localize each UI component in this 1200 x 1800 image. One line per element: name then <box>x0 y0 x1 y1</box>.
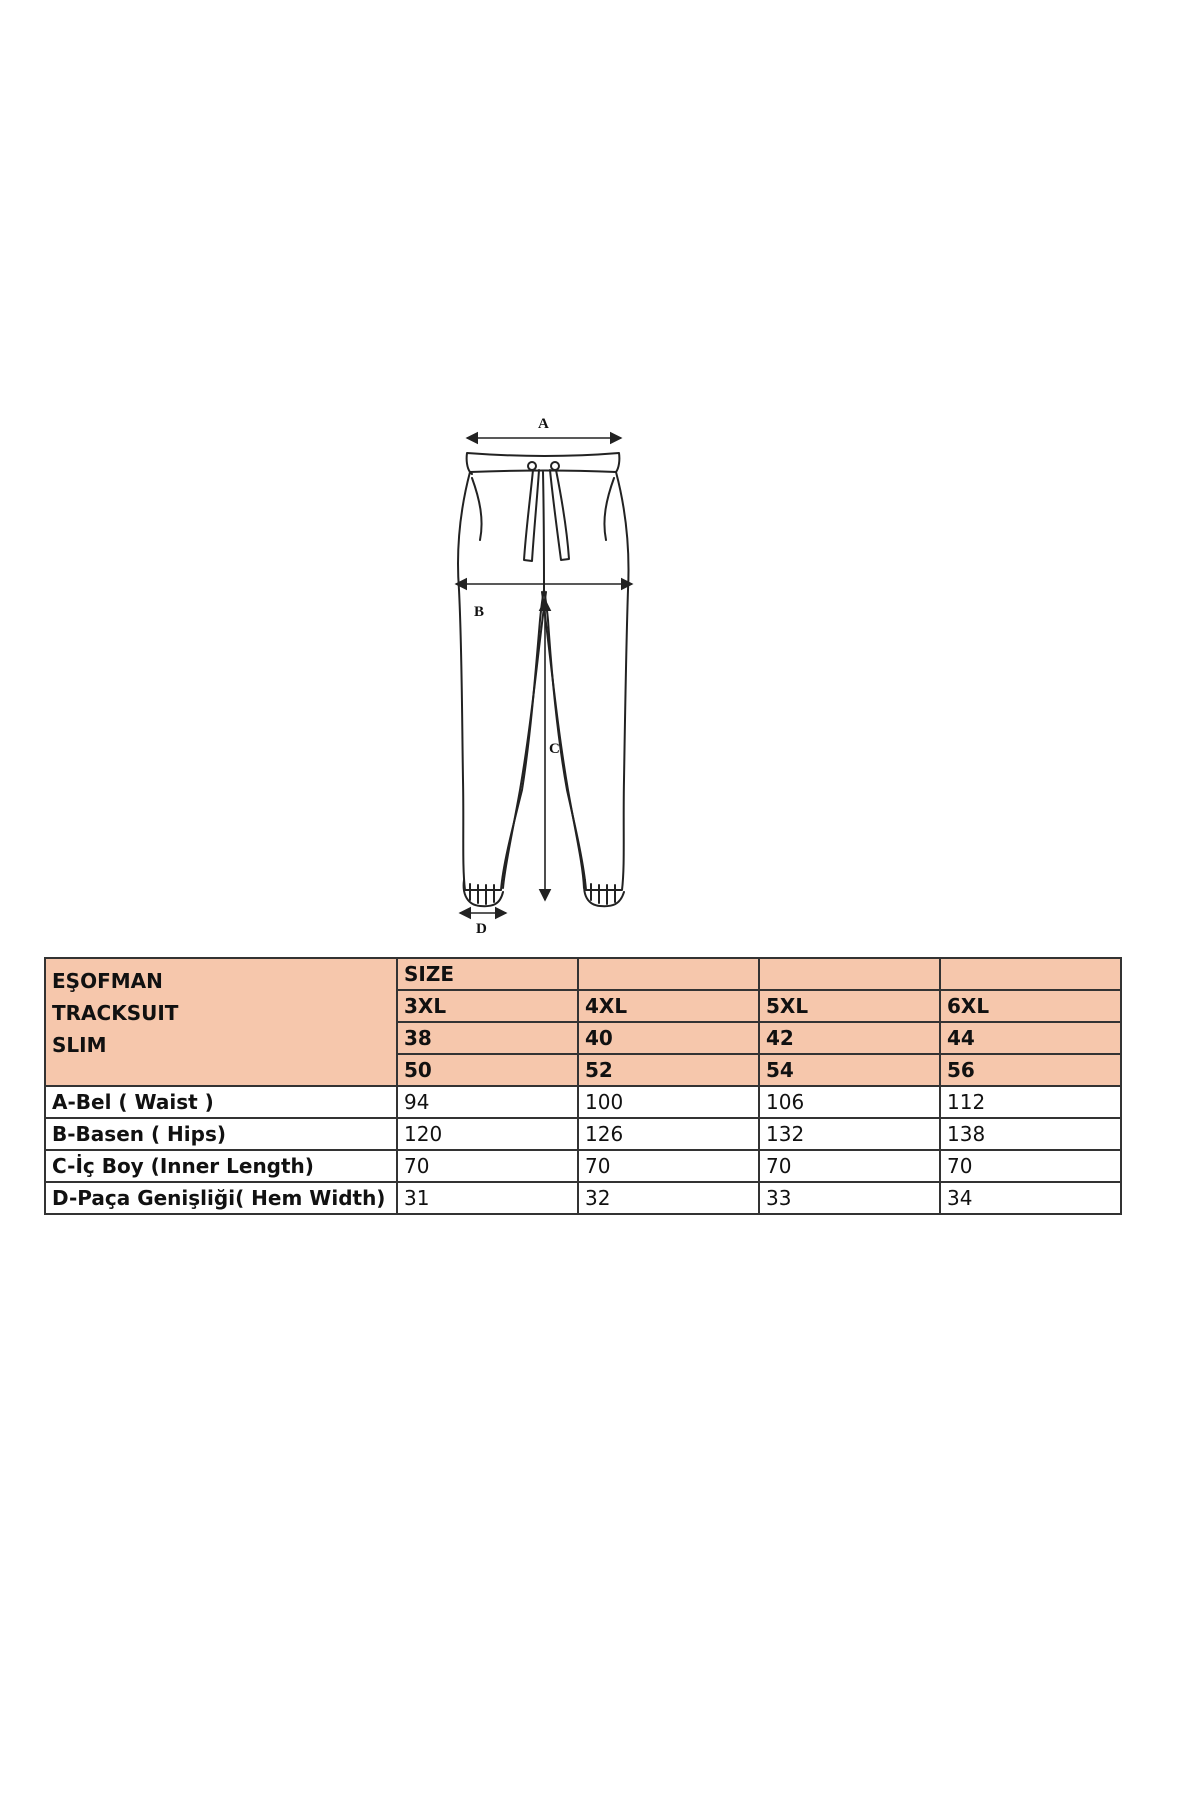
measurement-row-inner-length <box>45 1150 1121 1182</box>
header-row-size <box>45 958 1121 990</box>
measurement-value: 106 <box>759 1086 940 1118</box>
measurement-value: 70 <box>397 1150 578 1182</box>
header-empty-cell <box>940 958 1121 990</box>
size-cell: 54 <box>759 1054 940 1086</box>
size-cell: 3XL <box>397 990 578 1022</box>
measurement-value: 100 <box>578 1086 759 1118</box>
size-cell: 44 <box>940 1022 1121 1054</box>
size-cell: 5XL <box>759 990 940 1022</box>
measurement-value: 34 <box>940 1182 1121 1214</box>
product-fit: SLIM <box>52 1033 107 1057</box>
measurement-value: 32 <box>578 1182 759 1214</box>
label-a: A <box>538 416 549 432</box>
measurement-label: B-Basen ( Hips) <box>45 1118 397 1150</box>
measurement-label: C-İç Boy (Inner Length) <box>45 1150 397 1182</box>
measurement-label: D-Paça Genişliği( Hem Width) <box>45 1182 397 1214</box>
measurement-row-hips <box>45 1118 1121 1150</box>
measurement-value: 120 <box>397 1118 578 1150</box>
measurement-value: 70 <box>940 1150 1121 1182</box>
measurement-label: A-Bel ( Waist ) <box>45 1086 397 1118</box>
measurement-row-waist <box>45 1086 1121 1118</box>
measurement-value: 138 <box>940 1118 1121 1150</box>
product-title-en: TRACKSUIT <box>52 1001 179 1025</box>
product-title-tr: EŞOFMAN <box>52 969 163 993</box>
header-empty-cell <box>578 958 759 990</box>
size-cell: 56 <box>940 1054 1121 1086</box>
size-cell: 38 <box>397 1022 578 1054</box>
label-b: B <box>474 604 485 620</box>
measurement-value: 33 <box>759 1182 940 1214</box>
size-cell: 40 <box>578 1022 759 1054</box>
size-chart-table <box>44 957 1122 1215</box>
size-cell: 42 <box>759 1022 940 1054</box>
label-c: C <box>549 741 560 757</box>
measurement-row-hem-width <box>45 1182 1121 1214</box>
size-cell: 50 <box>397 1054 578 1086</box>
product-title-cell <box>45 958 397 1086</box>
measurement-value: 126 <box>578 1118 759 1150</box>
size-header: SIZE <box>397 958 578 990</box>
measurement-value: 132 <box>759 1118 940 1150</box>
size-cell: 6XL <box>940 990 1121 1022</box>
size-cell: 52 <box>578 1054 759 1086</box>
pants-outline <box>458 453 628 906</box>
measurement-value: 31 <box>397 1182 578 1214</box>
label-d: D <box>476 921 487 937</box>
measurement-value: 112 <box>940 1086 1121 1118</box>
measurement-value: 70 <box>759 1150 940 1182</box>
measurement-value: 70 <box>578 1150 759 1182</box>
measurement-value: 94 <box>397 1086 578 1118</box>
header-empty-cell <box>759 958 940 990</box>
size-cell: 4XL <box>578 990 759 1022</box>
